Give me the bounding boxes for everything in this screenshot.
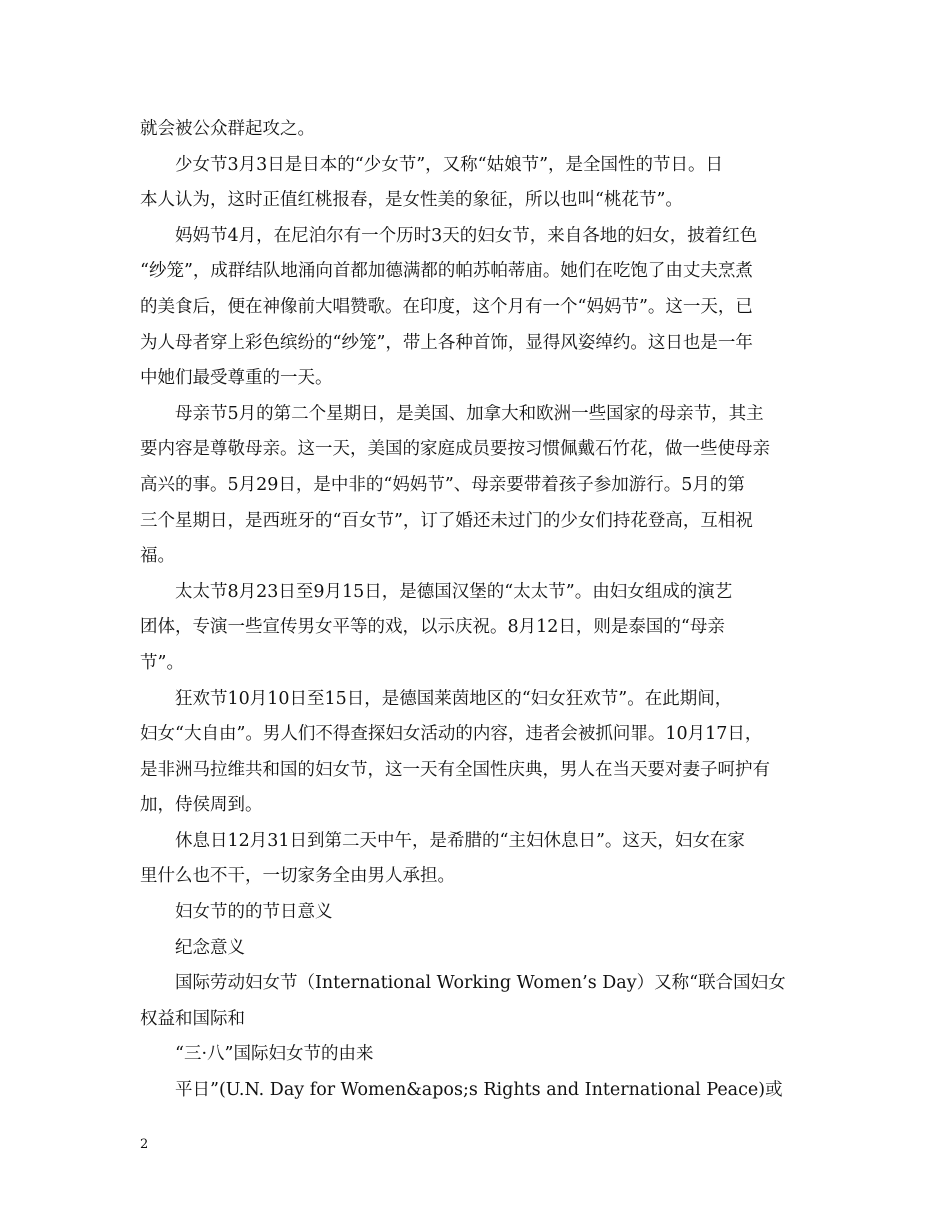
text-line: “纱笼”，成群结队地涌向首都加德满都的帕苏帕蒂庙。她们在吃饱了由丈夫烹煮 xyxy=(140,261,753,282)
text-line: 是非洲马拉维共和国的妇女节，这一天有全国性庆典，男人在当天要对妻子呵护有 xyxy=(140,759,770,780)
text-line: 三个星期日，是西班牙的“百女节”，订了婚还未过门的少女们持花登高，互相祝 xyxy=(140,510,753,531)
text-line: 太太节8月23日至9月15日，是德国汉堡的“太太节”。由妇女组成的演艺 xyxy=(175,581,733,602)
text-line: 妇女“大自由”。男人们不得查探妇女活动的内容，违者会被抓问罪。10月17日， xyxy=(140,724,763,745)
text-line: 国际劳动妇女节（International Working Women’s Day）又称“联合国妇女 xyxy=(175,973,786,994)
text-line: 妈妈节4月，在尼泊尔有一个历时3天的妇女节，来自各地的妇女，披着红色 xyxy=(175,225,758,246)
text-line: 要内容是尊敬母亲。这一天，美国的家庭成员要按习惯佩戴石竹花，做一些使母亲 xyxy=(140,439,770,460)
text-line: 少女节3月3日是日本的“少女节”，又称“姑娘节”，是全国性的节日。日 xyxy=(175,154,724,175)
text-line: 高兴的事。5月29日，是中非的“妈妈节”、母亲要带着孩子参加游行。5月的第 xyxy=(140,474,745,495)
text-line: 中她们最受尊重的一天。 xyxy=(140,368,333,389)
text-line: 为人母者穿上彩色缤纷的“纱笼”，带上各种首饰，显得风姿绰约。这日也是一年 xyxy=(140,332,753,353)
text-line: 本人认为，这时正值红桃报春，是女性美的象征，所以也叫“桃花节”。 xyxy=(140,190,683,211)
text-line: 就会被公众群起攻之。 xyxy=(140,119,315,139)
body-text xyxy=(140,112,820,1109)
text-line: “三·八”国际妇女节的由来 xyxy=(175,1044,374,1065)
text-line: 权益和国际和 xyxy=(140,1008,245,1029)
subsection-heading: 纪念意义 xyxy=(175,937,245,958)
text-line: 加，侍侯周到。 xyxy=(140,795,263,816)
section-heading: 妇女节的的节日意义 xyxy=(175,902,333,923)
page-number: 2 xyxy=(140,1137,149,1152)
text-line: 节”。 xyxy=(140,652,184,673)
text-line: 福。 xyxy=(140,546,175,567)
text-line: 狂欢节10月10日至15日，是德国莱茵地区的“妇女狂欢节”。在此期间， xyxy=(175,688,733,709)
text-line: 里什么也不干，一切家务全由男人承担。 xyxy=(140,866,455,887)
text-line: 母亲节5月的第二个星期日，是美国、加拿大和欧洲一些国家的母亲节，其主 xyxy=(175,403,764,424)
text-line: 休息日12月31日到第二天中午，是希腊的“主妇休息日”。这天，妇女在家 xyxy=(175,830,745,851)
text-line: 团体，专演一些宣传男女平等的戏，以示庆祝。8月12日，则是泰国的“母亲 xyxy=(140,617,725,638)
text-line: 的美食后，便在神像前大唱赞歌。在印度，这个月有一个“妈妈节”。这一天，已 xyxy=(140,296,753,317)
text-line: 平日”(U.N. Day for Women&apos;s Rights and International Peace)或 xyxy=(175,1080,783,1101)
